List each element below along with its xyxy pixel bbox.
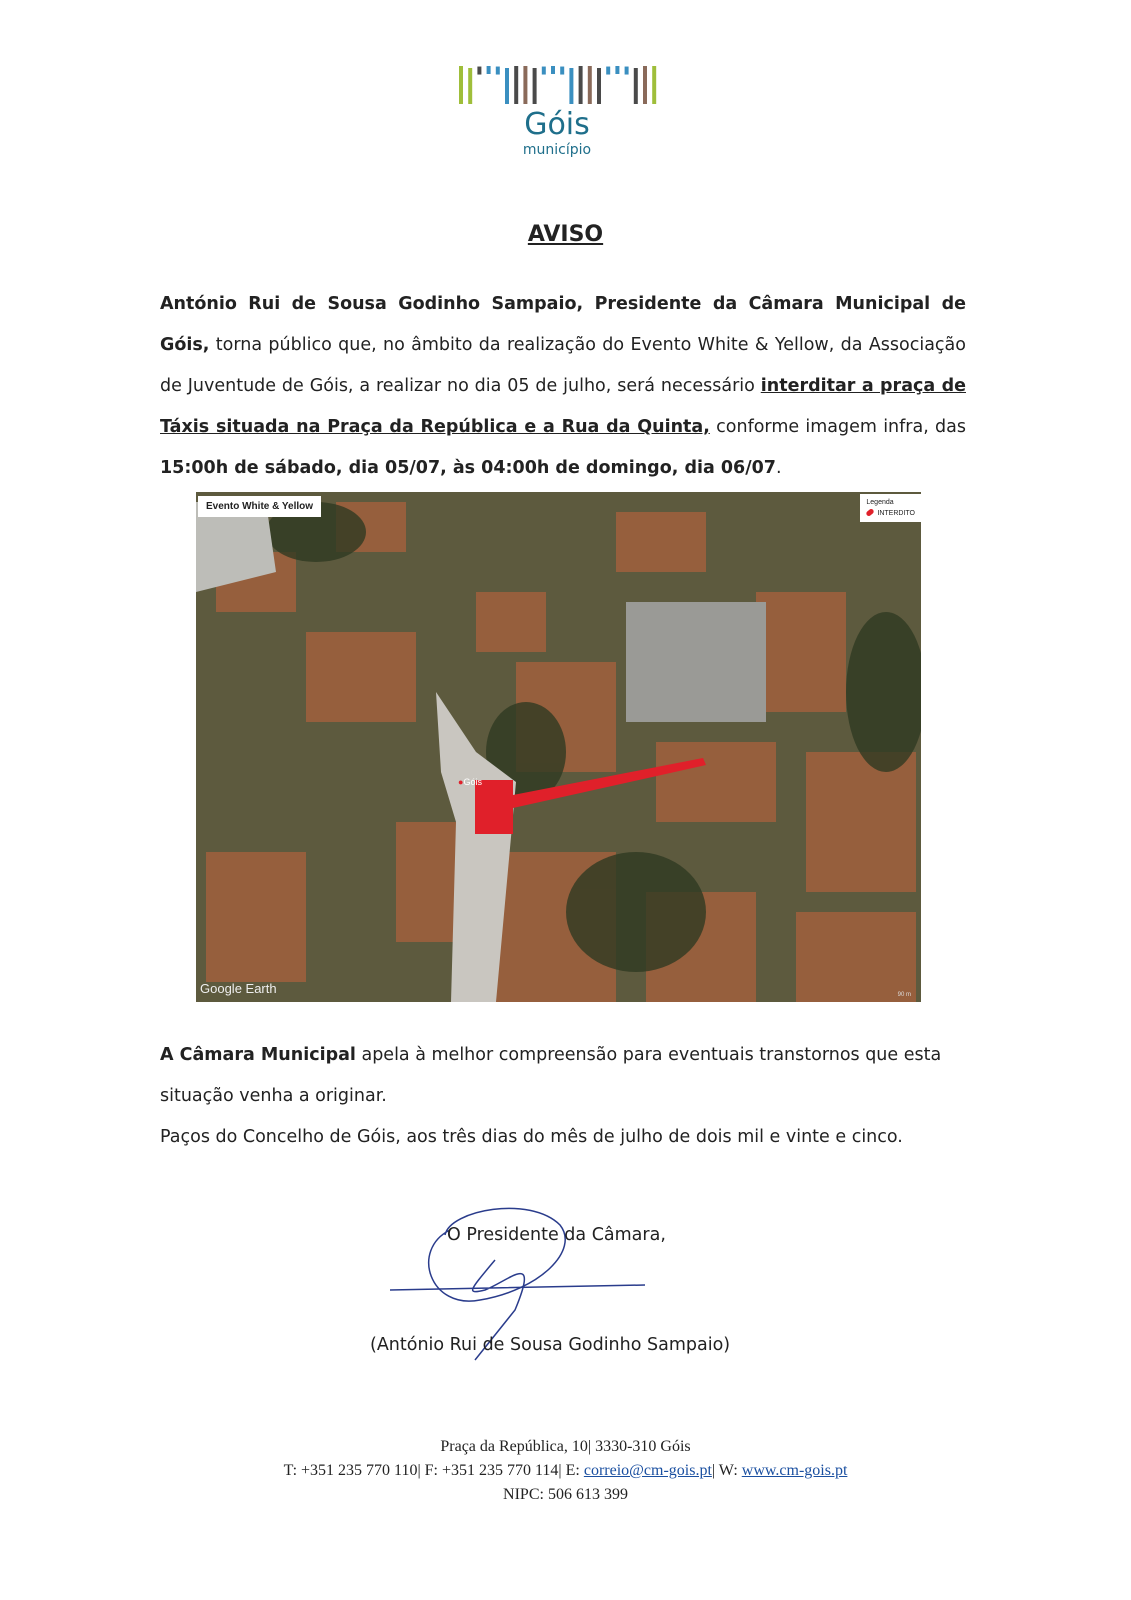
logo-bar [523,66,527,104]
map-credit: Google Earth [200,981,277,996]
footer [0,1435,1131,1507]
bridge-logo-icon [455,58,660,104]
aerial-map-image [196,492,921,1002]
footer-nipc: NIPC: 506 613 399 [503,1486,628,1503]
logo-bar [495,67,499,75]
map-pin-label [458,777,482,787]
map-scale: 90 m [897,992,911,998]
intro-paragraph [160,284,966,489]
signature-name: (António Rui de Sousa Godinho Sampaio) [370,1335,731,1355]
logo-bar [514,66,518,104]
closing-date: Paços do Concelho de Góis, aos três dias do mês de julho de dois mil e vinte e cinco. [160,1127,903,1147]
map-label: Evento White & Yellow [198,496,321,517]
map-svg [196,492,921,1002]
closing-text: apela à melhor compreensão para eventuais transtornos que esta situação venha a originar. [160,1045,942,1106]
closing-bold: A Câmara Municipal [160,1045,356,1065]
logo-bar [486,66,490,74]
email-link[interactable]: correio@cm-gois.pt [583,1462,712,1479]
logo-bar [615,66,619,74]
logo-name: Góis [524,107,590,142]
footer-address: Praça da República, 10| 3330-310 Góis [440,1438,691,1455]
intro-text: torna público que, no âmbito da realização do Evento White & Yellow, da Associação de Juventude de Góis, a realizar no dia 05 de julho, será necessário [160,335,966,396]
logo-bar [532,68,536,104]
intro-end: . [775,458,782,478]
closing-paragraph [160,1035,966,1158]
map-legend [860,494,921,522]
map-pin-icon: ● [458,777,464,787]
logo-bar [652,66,656,104]
website-link[interactable]: www.cm-gois.pt [741,1462,848,1479]
logo-bar [587,66,591,104]
logo-bar [597,68,601,104]
logo-bar [459,66,463,104]
footer-fax: F: +351 235 770 114| [424,1462,562,1479]
signature-role: O Presidente da Câmara, [447,1225,666,1245]
gois-logo [452,58,662,168]
restricted-area-square [475,780,513,834]
logo-bar [541,67,545,75]
logo-bar [633,68,637,104]
logo-bar [569,68,573,104]
intro-text-2: conforme imagem infra, das [709,417,966,437]
footer-email-label: E: [565,1462,584,1479]
restriction-text: interditar a praça de Táxis situada na Praça da República e a Rua da Quinta, [160,376,966,437]
logo-bar [560,67,564,75]
legend-title: Legenda [866,499,894,506]
logo-bar [606,67,610,75]
logo-bar [624,67,628,75]
logo-bar [578,66,582,104]
logo-sub: município [522,142,592,158]
footer-web-label: | W: [711,1462,742,1479]
logo-bar [505,68,509,104]
legend-item: INTERDITO [877,510,915,517]
footer-phone: T: +351 235 770 110| [283,1462,421,1479]
time-period: 15:00h de sábado, dia 05/07, às 04:00h de domingo, dia 06/07 [160,458,776,478]
legend-red-marker-icon [866,508,875,517]
logo-bar [468,68,472,104]
logo-bar [551,66,555,74]
logo-bar [477,67,481,75]
pin-text: Góis [463,777,482,787]
logo-bar [643,66,647,104]
page-title: AVISO [527,222,604,247]
author-name: António Rui de Sousa Godinho Sampaio, Presidente da Câmara Municipal de Góis, [160,294,966,355]
